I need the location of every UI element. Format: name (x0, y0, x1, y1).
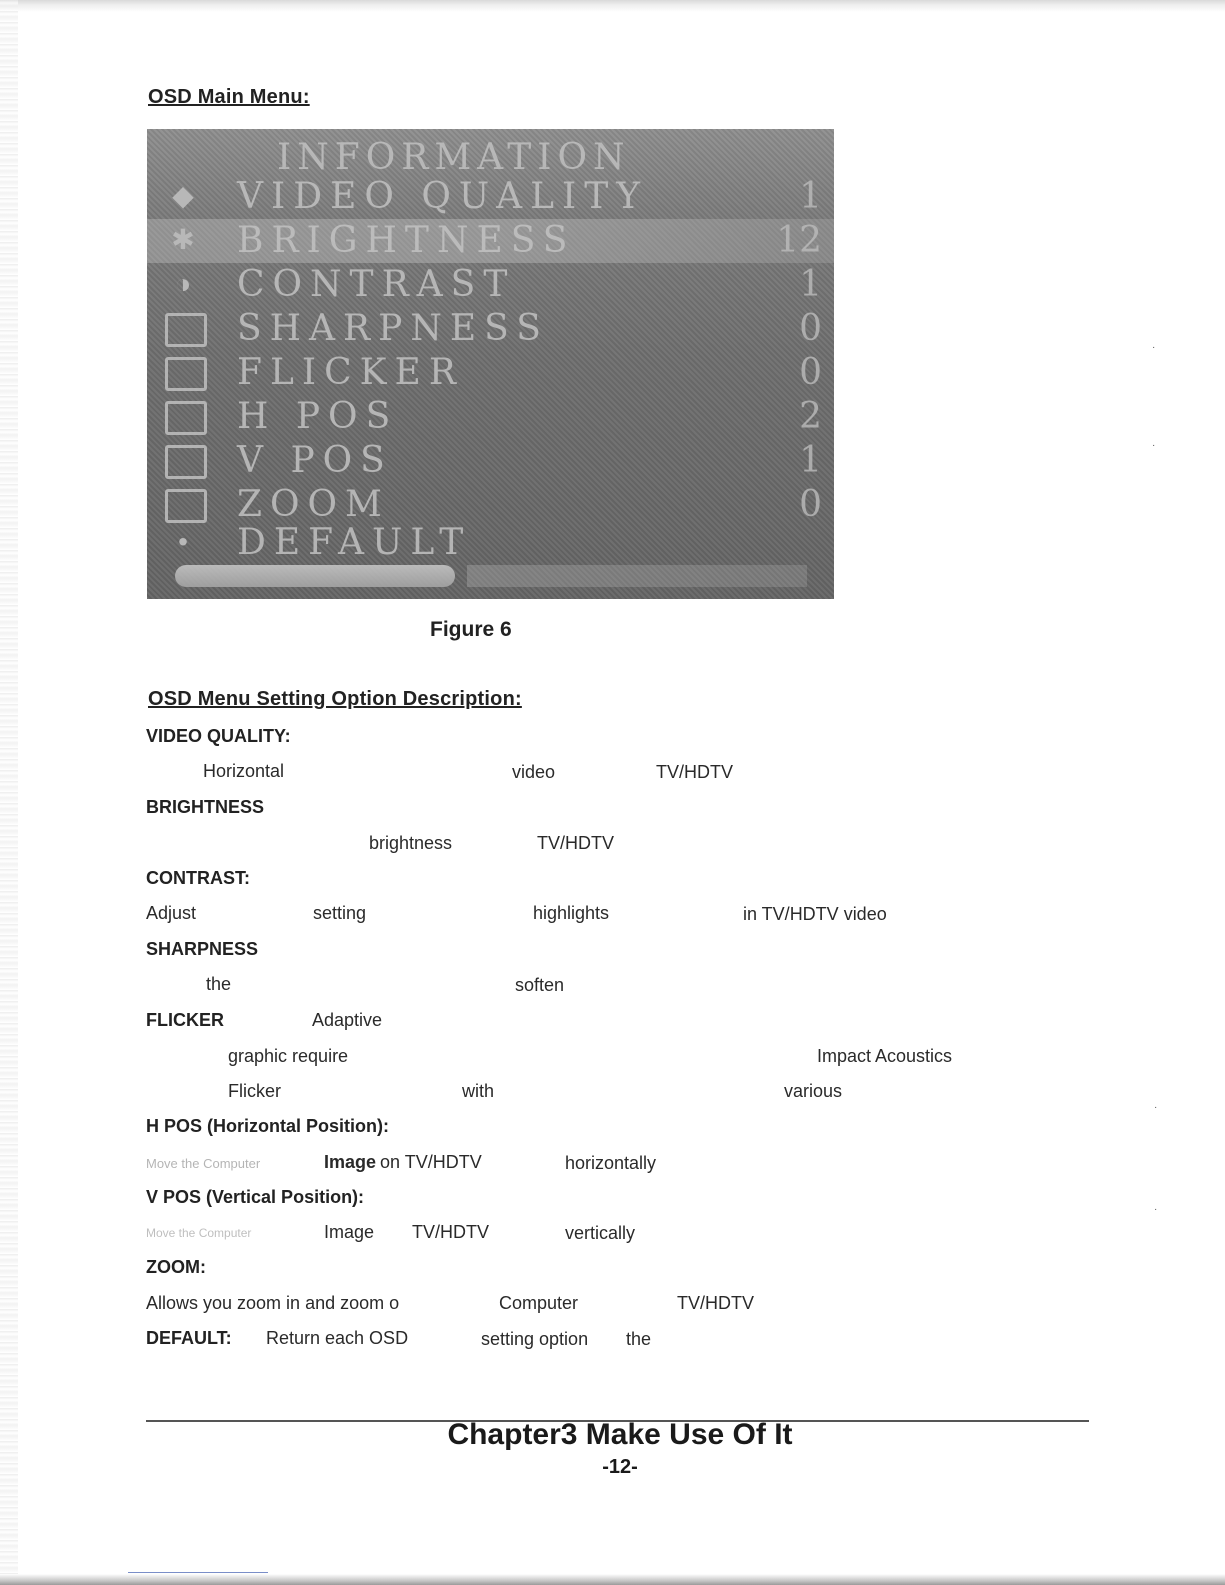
osd-row-value: 2 (799, 396, 822, 437)
term-v-pos: V POS (Vertical Position): (146, 1187, 365, 1207)
description-text: TV/HDTV (677, 1293, 755, 1313)
zoom-icon (165, 489, 207, 523)
osd-row-h-pos (147, 395, 834, 439)
osd-menu-figure (147, 129, 834, 599)
description-text: Adaptive (312, 1010, 383, 1030)
description-text: Image (324, 1222, 375, 1242)
description-text: TV/HDTV (656, 762, 734, 782)
flicker-icon (165, 357, 207, 391)
option-description-heading: OSD Menu Setting Option Description: (148, 688, 522, 710)
description-text: setting option (481, 1329, 589, 1349)
osd-row-sharpness (147, 307, 834, 351)
osd-row-label: H POS (237, 396, 399, 437)
brightness-icon: ✱ (171, 224, 195, 255)
description-text: Adjust (146, 903, 197, 923)
video-quality-icon: ◆ (172, 180, 194, 211)
term-h-pos: H POS (Horizontal Position): (146, 1116, 389, 1136)
scan-edge-bottom (0, 1574, 1225, 1585)
h-pos-icon (165, 401, 207, 435)
description-text: Computer (499, 1293, 579, 1313)
description-text: Move the Computer (146, 1226, 252, 1240)
osd-row-label: DEFAULT (237, 522, 472, 563)
description-text: Horizontal (203, 761, 285, 781)
contrast-icon: ◑ (174, 268, 192, 299)
osd-row-label: ZOOM (237, 484, 390, 525)
scan-speck: · (1152, 342, 1156, 353)
description-text: the (206, 974, 232, 994)
description-text: Flicker (228, 1081, 281, 1101)
osd-row-label: VIDEO QUALITY (237, 176, 648, 217)
description-text: Allows you zoom in and zoom o (146, 1293, 400, 1313)
description-text: the (626, 1329, 652, 1349)
osd-row-default (147, 521, 834, 565)
term-brightness: BRIGHTNESS (146, 797, 265, 817)
description-text: Move the Computer (146, 1156, 261, 1171)
description-text: Return each OSD (266, 1328, 409, 1348)
page-number: -12- (602, 1456, 638, 1478)
term-flicker: FLICKER (146, 1010, 224, 1030)
term-video-quality: VIDEO QUALITY: (146, 726, 291, 746)
description-text: TV/HDTV (537, 833, 615, 853)
osd-row-value: 1 (799, 440, 822, 481)
osd-main-menu-heading: OSD Main Menu: (148, 86, 310, 108)
osd-row-value: 12 (776, 220, 822, 261)
osd-title: INFORMATION (277, 137, 631, 178)
osd-row-value: 0 (799, 308, 822, 349)
scan-edge-left (0, 0, 18, 1585)
osd-row-video-quality (147, 175, 834, 219)
description-text: Impact Acoustics (817, 1046, 953, 1066)
scan-speck: · (1154, 1102, 1158, 1113)
description-text: Image (324, 1152, 377, 1172)
description-text: graphic require (228, 1046, 349, 1066)
sharpness-icon (165, 313, 207, 347)
term-default: DEFAULT: (146, 1328, 232, 1348)
chapter-title: Chapter3 Make Use Of It (447, 1418, 793, 1451)
description-text: vertically (565, 1223, 636, 1243)
description-text: on TV/HDTV (380, 1152, 482, 1172)
osd-row-label: BRIGHTNESS (237, 220, 576, 261)
osd-row-label: V POS (237, 440, 393, 481)
scan-speck: · (1152, 440, 1156, 451)
description-text: with (462, 1081, 495, 1101)
description-text: in TV/HDTV video (743, 904, 887, 924)
scan-speck: · (1154, 1204, 1158, 1215)
osd-status-bar (175, 565, 455, 587)
osd-status-bar-track (467, 565, 807, 587)
osd-row-value: 1 (799, 176, 822, 217)
figure-caption: Figure 6 (430, 618, 512, 641)
scan-edge-top (0, 0, 1225, 12)
osd-row-label: CONTRAST (237, 264, 516, 305)
description-text: setting (313, 903, 367, 923)
description-text: brightness (369, 833, 453, 853)
description-text: horizontally (565, 1153, 657, 1173)
osd-row-brightness (147, 219, 834, 263)
osd-row-v-pos (147, 439, 834, 483)
osd-row-value: 0 (799, 484, 822, 525)
osd-row-value: 0 (799, 352, 822, 393)
v-pos-icon (165, 445, 207, 479)
description-text: soften (515, 975, 565, 995)
osd-row-value: 1 (799, 264, 822, 305)
term-contrast: CONTRAST: (146, 868, 250, 888)
term-sharpness: SHARPNESS (146, 939, 259, 959)
osd-row-contrast (147, 263, 834, 307)
osd-row-flicker (147, 351, 834, 395)
description-text: highlights (533, 903, 610, 923)
osd-row-label: SHARPNESS (237, 308, 549, 349)
scan-edge-mark (128, 1572, 268, 1573)
term-zoom: ZOOM: (146, 1257, 206, 1277)
description-text: various (784, 1081, 843, 1101)
description-text: video (512, 762, 556, 782)
osd-row-label: FLICKER (237, 352, 464, 393)
default-icon: • (178, 526, 188, 557)
description-text: TV/HDTV (412, 1222, 490, 1242)
